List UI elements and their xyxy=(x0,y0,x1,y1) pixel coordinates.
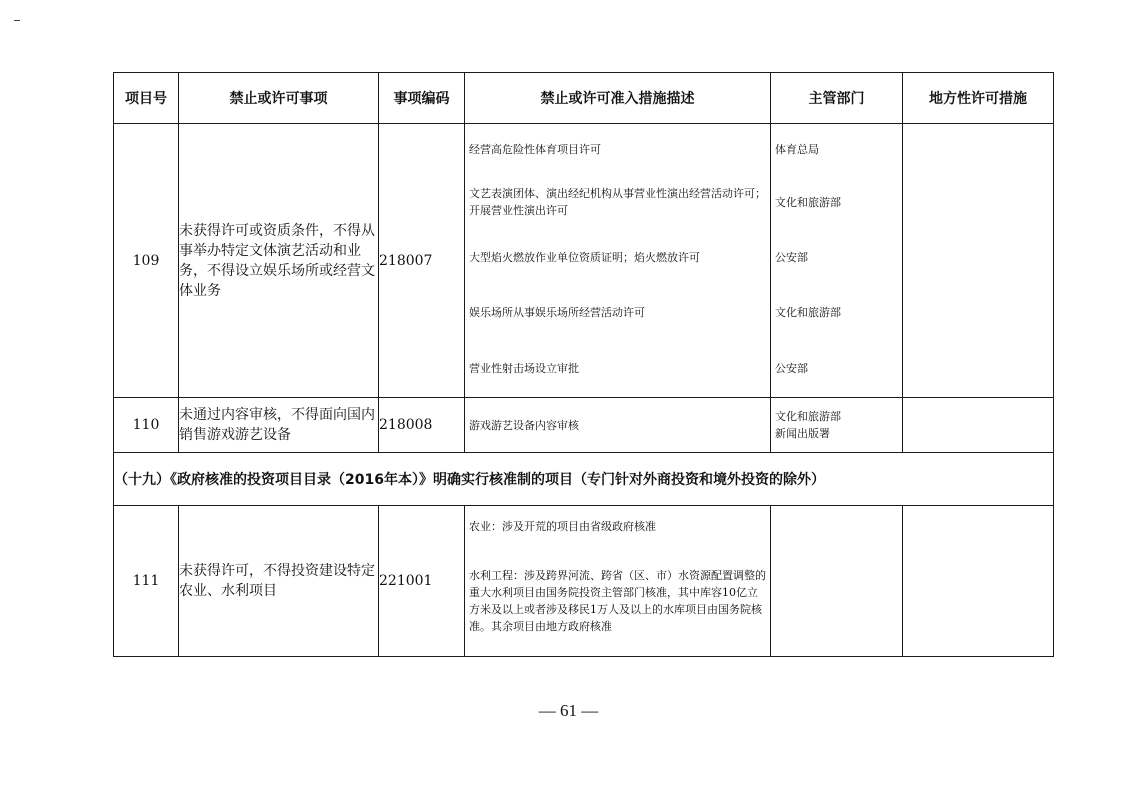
item-code: 221001 xyxy=(379,506,465,657)
item-code: 218008 xyxy=(379,398,465,453)
dept-text: 文化和旅游部 xyxy=(775,195,841,209)
header-item-no: 项目号 xyxy=(114,73,179,124)
local-measure-cell xyxy=(903,124,1054,398)
table-row xyxy=(114,398,1054,453)
dept-text: 公安部 xyxy=(775,361,808,375)
measure-text: 大型焰火燃放作业单位资质证明；焰火燃放许可 xyxy=(469,250,700,264)
dept-text: 公安部 xyxy=(775,250,808,264)
dept-cell xyxy=(771,398,903,453)
header-row xyxy=(114,73,1054,124)
dept-cell xyxy=(771,506,903,657)
local-measure-cell xyxy=(903,506,1054,657)
scan-mark xyxy=(14,20,20,21)
section-row xyxy=(114,453,1054,506)
dept-text: 体育总局 xyxy=(775,142,819,156)
dept-text: 文化和旅游部 xyxy=(775,305,841,319)
item-description: 未通过内容审核，不得面向国内销售游戏游艺设备 xyxy=(179,398,379,453)
measure-text: 经营高危险性体育项目许可 xyxy=(469,142,601,156)
dept-text: 文化和旅游部 xyxy=(775,410,841,423)
measure-text: 农业：涉及开荒的项目由省级政府核准 xyxy=(469,519,656,533)
header-measure: 禁止或许可准入措施描述 xyxy=(465,73,771,124)
header-local: 地方性许可措施 xyxy=(903,73,1054,124)
header-item: 禁止或许可事项 xyxy=(179,73,379,124)
item-number: 110 xyxy=(114,398,179,453)
page-number: — 61 — xyxy=(538,701,599,720)
measure-cell xyxy=(465,506,771,657)
item-description: 未获得许可，不得投资建设特定农业、水利项目 xyxy=(179,506,379,657)
item-description: 未获得许可或资质条件，不得从事举办特定文体演艺活动和业务，不得设立娱乐场所或经营文体业务 xyxy=(179,124,379,398)
measure-cell xyxy=(465,398,771,453)
item-code: 218007 xyxy=(379,124,465,398)
section-heading: （十九）《政府核准的投资项目目录（2016年本）》明确实行核准制的项目（专门针对外商投资和境外投资的除外） xyxy=(114,453,1054,506)
item-number: 111 xyxy=(114,506,179,657)
dept-text: 新闻出版署 xyxy=(775,427,830,440)
measure-text: 文艺表演团体、演出经纪机构从事营业性演出经营活动许可；开展营业性演出许可 xyxy=(469,187,766,217)
header-code: 事项编码 xyxy=(379,73,465,124)
measure-text: 娱乐场所从事娱乐场所经营活动许可 xyxy=(469,305,645,319)
dept-cell xyxy=(771,124,903,398)
measure-cell xyxy=(465,124,771,398)
measure-text: 水利工程：涉及跨界河流、跨省（区、市）水资源配置调整的重大水利项目由国务院投资主管部门核准，其中库容10亿立方米及以上或者涉及移民1万人及以上的水库项目由国务院核准。其余项目由地方政府核准 xyxy=(469,569,766,633)
item-number: 109 xyxy=(114,124,179,398)
table-row xyxy=(114,506,1054,657)
header-dept: 主管部门 xyxy=(771,73,903,124)
local-measure-cell xyxy=(903,398,1054,453)
permit-table xyxy=(113,72,1054,657)
table-row xyxy=(114,124,1054,398)
measure-text: 游戏游艺设备内容审核 xyxy=(469,418,579,432)
measure-text: 营业性射击场设立审批 xyxy=(469,361,579,375)
